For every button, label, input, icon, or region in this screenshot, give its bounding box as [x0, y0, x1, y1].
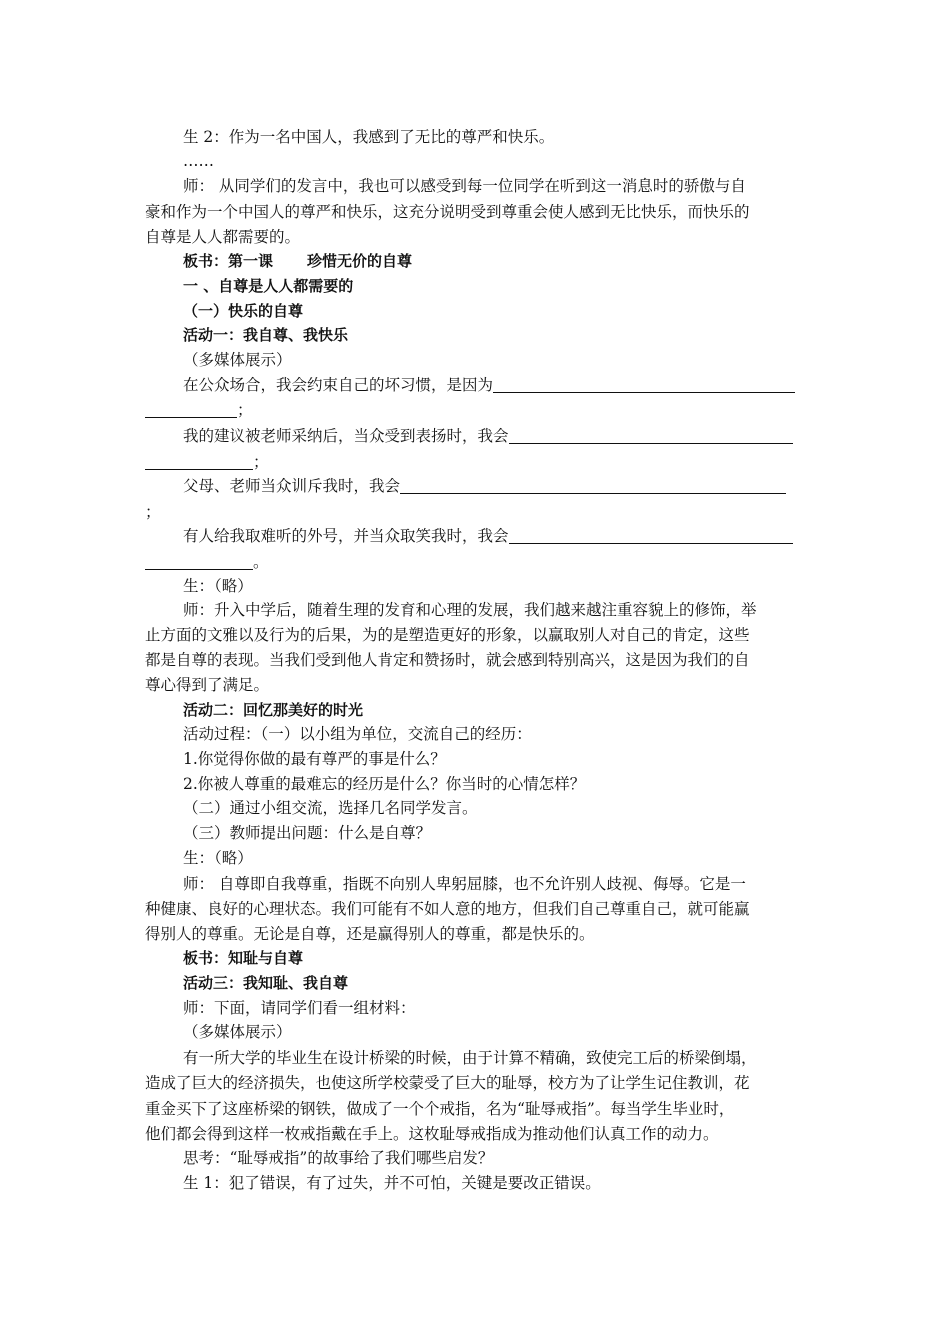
- fill-in-item: [183, 524, 821, 548]
- text-line: （三）教师提出问题：什么是自尊？: [183, 824, 432, 842]
- fill-in-item: [183, 424, 821, 448]
- text-line: ……: [183, 152, 214, 170]
- list-item: 1.你觉得你做的最有尊严的事是什么？: [183, 750, 446, 768]
- answer-blank: [145, 453, 253, 470]
- fill-in-prompt: 有人给我取难听的外号，并当众取笑我时，我会: [183, 527, 509, 545]
- text-line: 自尊是人人都需要的。: [145, 228, 301, 246]
- answer-blank: [509, 527, 793, 544]
- board-heading-lesson: 板书：第一课: [183, 252, 274, 270]
- text-line: 尊心得到了满足。: [145, 676, 270, 694]
- punctuation: ；: [237, 401, 253, 419]
- text-line: 师： 自尊即自我尊重，指既不向别人卑躬屈膝，也不允许别人歧视、侮辱。它是一: [183, 875, 746, 893]
- punctuation: 。: [253, 553, 269, 571]
- list-item: 2.你被人尊重的最难忘的经历是什么？你当时的心情怎样？: [183, 775, 586, 793]
- text-line: 师： 从同学们的发言中，我也可以感受到每一位同学在听到这一消息时的骄傲与自: [183, 177, 746, 195]
- board-heading: [183, 249, 821, 273]
- fill-in-continuation: [145, 500, 821, 524]
- text-line: （二）通过小组交流，选择几名同学发言。: [183, 799, 478, 817]
- text-line: （多媒体展示）: [183, 1023, 292, 1041]
- subsection-heading: （一）快乐的自尊: [183, 302, 304, 320]
- text-line: 得别人的尊重。无论是自尊，还是赢得别人的尊重，都是快乐的。: [145, 925, 595, 943]
- text-line: 生：（略）: [183, 849, 253, 867]
- answer-blank: [145, 401, 237, 418]
- fill-in-item: [183, 474, 821, 498]
- fill-in-continuation: [145, 398, 821, 422]
- text-line: 师：下面，请同学们看一组材料：: [183, 999, 416, 1017]
- board-heading-title: 珍惜无价的自尊: [307, 252, 413, 270]
- text-line: 重金买下了这座桥梁的钢铁，做成了一个个戒指，名为“耻辱戒指”。每当学生毕业时，: [145, 1100, 735, 1118]
- text-line: 都是自尊的表现。当我们受到他人肯定和赞扬时，就会感到特别高兴，这是因为我们的自: [145, 651, 750, 669]
- text-line: 豪和作为一个中国人的尊严和快乐，这充分说明受到尊重会使人感到无比快乐，而快乐的: [145, 203, 750, 221]
- activity-heading: 活动二：回忆那美好的时光: [183, 701, 364, 719]
- activity-heading: 活动三：我知耻、我自尊: [183, 974, 349, 992]
- punctuation: ；: [253, 453, 269, 471]
- fill-in-prompt: 父母、老师当众训斥我时，我会: [183, 477, 401, 495]
- section-heading: 一 、自尊是人人都需要的: [183, 277, 354, 295]
- text-line: （多媒体展示）: [183, 351, 292, 369]
- fill-in-continuation: [145, 450, 821, 474]
- fill-in-prompt: 在公众场合，我会约束自己的坏习惯，是因为: [183, 376, 494, 394]
- text-line: 有一所大学的毕业生在设计桥梁的时候，由于计算不精确，致使完工后的桥梁倒塌，: [183, 1049, 757, 1067]
- answer-blank: [145, 553, 253, 570]
- text-line: 造成了巨大的经济损失，也使这所学校蒙受了巨大的耻辱，校方为了让学生记住教训，花: [145, 1074, 750, 1092]
- answer-blank: [400, 477, 786, 494]
- activity-heading: 活动一：我自尊、我快乐: [183, 326, 349, 344]
- punctuation: ；: [145, 503, 161, 521]
- text-line: 思考：“耻辱戒指”的故事给了我们哪些启发？: [183, 1149, 494, 1167]
- text-line: 生：（略）: [183, 577, 253, 595]
- fill-in-prompt: 我的建议被老师采纳后，当众受到表扬时，我会: [183, 427, 509, 445]
- fill-in-item: [183, 373, 821, 397]
- board-heading: 板书：知耻与自尊: [183, 949, 304, 967]
- text-line: 止方面的文雅以及行为的后果，为的是塑造更好的形象，以赢取别人对自己的肯定，这些: [145, 626, 750, 644]
- text-line: 生 2：作为一名中国人，我感到了无比的尊严和快乐。: [183, 128, 555, 146]
- text-line: 生 1：犯了错误，有了过失，并不可怕，关键是要改正错误。: [183, 1174, 601, 1192]
- text-line: 活动过程：（一）以小组为单位，交流自己的经历：: [183, 725, 532, 743]
- fill-in-continuation: [145, 550, 821, 574]
- answer-blank: [493, 376, 795, 393]
- text-line: 他们都会得到这样一枚戒指戴在手上。这枚耻辱戒指成为推动他们认真工作的动力。: [145, 1125, 719, 1143]
- text-line: 师：升入中学后，随着生理的发育和心理的发展，我们越来越注重容貌上的修饰，举: [183, 601, 757, 619]
- answer-blank: [509, 427, 793, 444]
- text-line: 种健康、良好的心理状态。我们可能有不如人意的地方，但我们自己尊重自己，就可能赢: [145, 900, 750, 918]
